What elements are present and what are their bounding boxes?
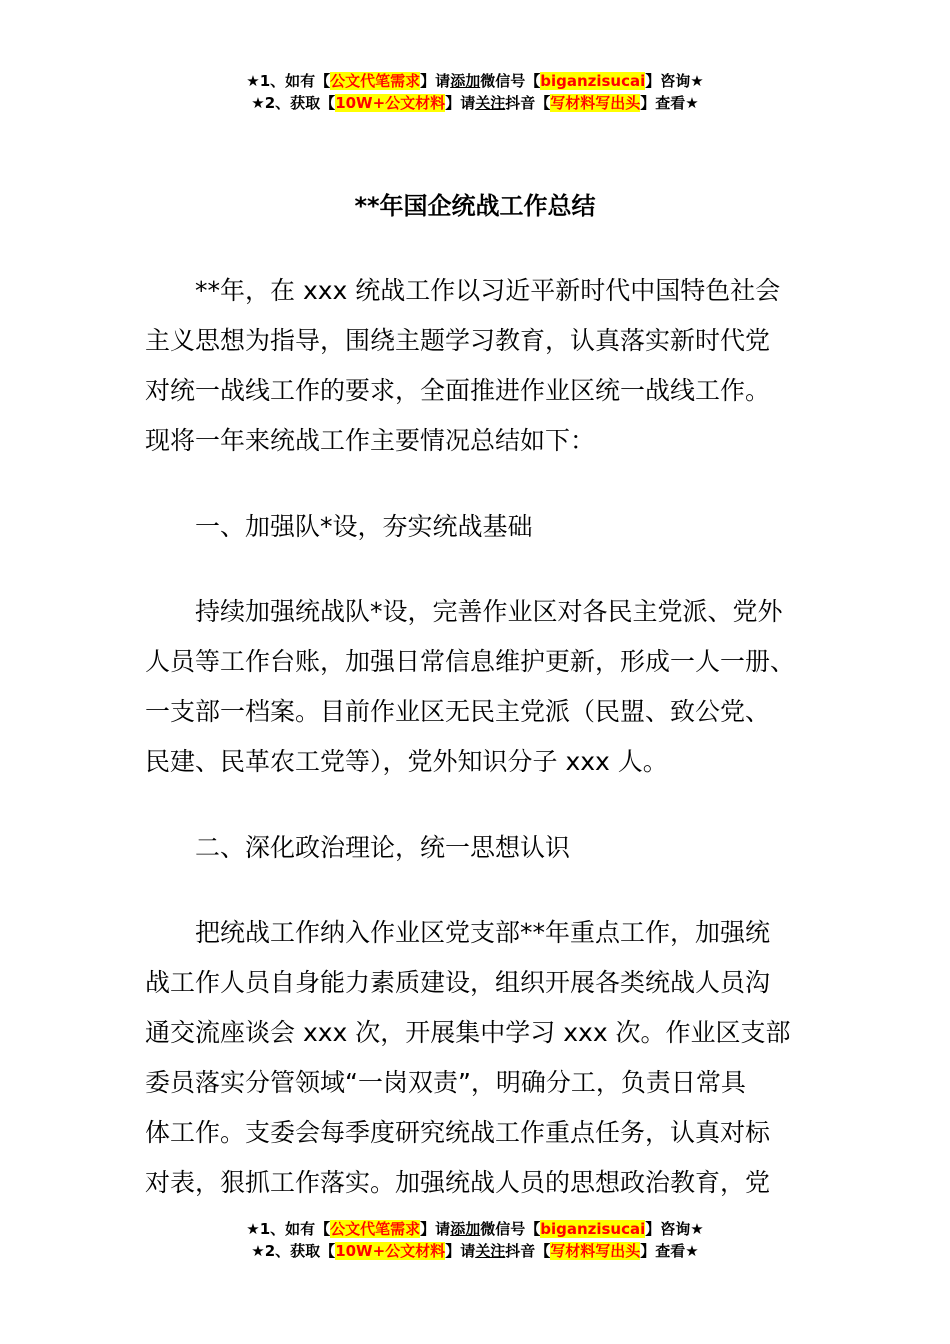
paragraph-line: 委员落实分管领域“一岗双责”，明确分工，负责日常具 (145, 1068, 746, 1097)
banner-underlined-text: 添加 (450, 1220, 481, 1238)
section-heading-1 (145, 502, 805, 552)
banner-highlight: 写材料写出头 (550, 1242, 641, 1260)
banner-line-1 (0, 1218, 950, 1240)
banner-text: 抖音【 (505, 94, 551, 112)
banner-underlined-text: 关注 (475, 94, 506, 112)
section-heading-2 (145, 823, 805, 873)
banner-text: 】咨询★ (645, 72, 704, 90)
paragraph-line: 体工作。支委会每季度研究统战工作重点任务，认真对标 (145, 1118, 771, 1147)
banner-text: 抖音【 (505, 1242, 551, 1260)
banner-highlight: 10W+公文材料 (335, 1242, 446, 1260)
paragraph-line: 一支部一档案。目前作业区无民主党派（民盟、致公党、 (145, 697, 771, 726)
banner-underlined-text: 添加 (450, 72, 481, 90)
paragraph-line: 现将一年来统战工作主要情况总结如下： (145, 426, 596, 455)
banner-highlight: 10W+公文材料 (335, 94, 446, 112)
banner-highlight: biganzisucai (540, 1220, 646, 1238)
banner-text: 】请 (420, 72, 451, 90)
paragraph-line: 把统战工作纳入作业区党支部**年重点工作，加强统 (195, 918, 771, 947)
banner-line-2 (0, 1240, 950, 1262)
paragraph-line: 对统一战线工作的要求，全面推进作业区统一战线工作。 (145, 376, 771, 405)
banner-text: 】请 (445, 94, 476, 112)
banner-text: 】查看★ (640, 94, 699, 112)
footer-banner (0, 1218, 950, 1262)
banner-text: 】咨询★ (645, 1220, 704, 1238)
paragraph-line: 人员等工作台账，加强日常信息维护更新，形成一人一册、 (145, 647, 796, 676)
banner-text: 】请 (445, 1242, 476, 1260)
paragraph-line: **年，在 xxx 统战工作以习近平新时代中国特色社会 (195, 276, 781, 305)
paragraph-line: 通交流座谈会 xxx 次，开展集中学习 xxx 次。作业区支部 (145, 1018, 791, 1047)
paragraph-line: 主义思想为指导，围绕主题学习教育，认真落实新时代党 (145, 326, 771, 355)
banner-line-1 (0, 70, 950, 92)
banner-text: ★2、获取【 (251, 1242, 336, 1260)
banner-text: 微信号【 (480, 72, 541, 90)
banner-text: ★1、如有【 (246, 72, 331, 90)
banner-text: 微信号【 (480, 1220, 541, 1238)
section-1-paragraph (145, 587, 805, 787)
banner-line-2 (0, 92, 950, 114)
banner-highlight: 写材料写出头 (550, 94, 641, 112)
paragraph-line: 对表，狠抓工作落实。加强统战人员的思想政治教育，党 (145, 1168, 771, 1197)
section-heading-text: 一、加强队*设，夯实统战基础 (195, 512, 533, 541)
document-title: **年国企统战工作总结 (354, 192, 596, 220)
banner-underlined-text: 关注 (475, 1242, 506, 1260)
banner-highlight: 公文代笔需求 (330, 72, 421, 90)
paragraph-line: 战工作人员自身能力素质建设，组织开展各类统战人员沟 (145, 968, 771, 997)
banner-highlight: biganzisucai (540, 72, 646, 90)
banner-text: ★1、如有【 (246, 1220, 331, 1238)
paragraph-line: 持续加强统战队*设，完善作业区对各民主党派、党外 (195, 597, 783, 626)
banner-text: 】请 (420, 1220, 451, 1238)
header-banner (0, 70, 950, 114)
section-2-paragraph (145, 908, 805, 1208)
banner-text: 】查看★ (640, 1242, 699, 1260)
section-heading-text: 二、深化政治理论，统一思想认识 (195, 833, 571, 862)
banner-highlight: 公文代笔需求 (330, 1220, 421, 1238)
paragraph-line: 民建、民革农工党等），党外知识分子 xxx 人。 (145, 747, 668, 776)
banner-text: ★2、获取【 (251, 94, 336, 112)
intro-paragraph (145, 266, 805, 466)
